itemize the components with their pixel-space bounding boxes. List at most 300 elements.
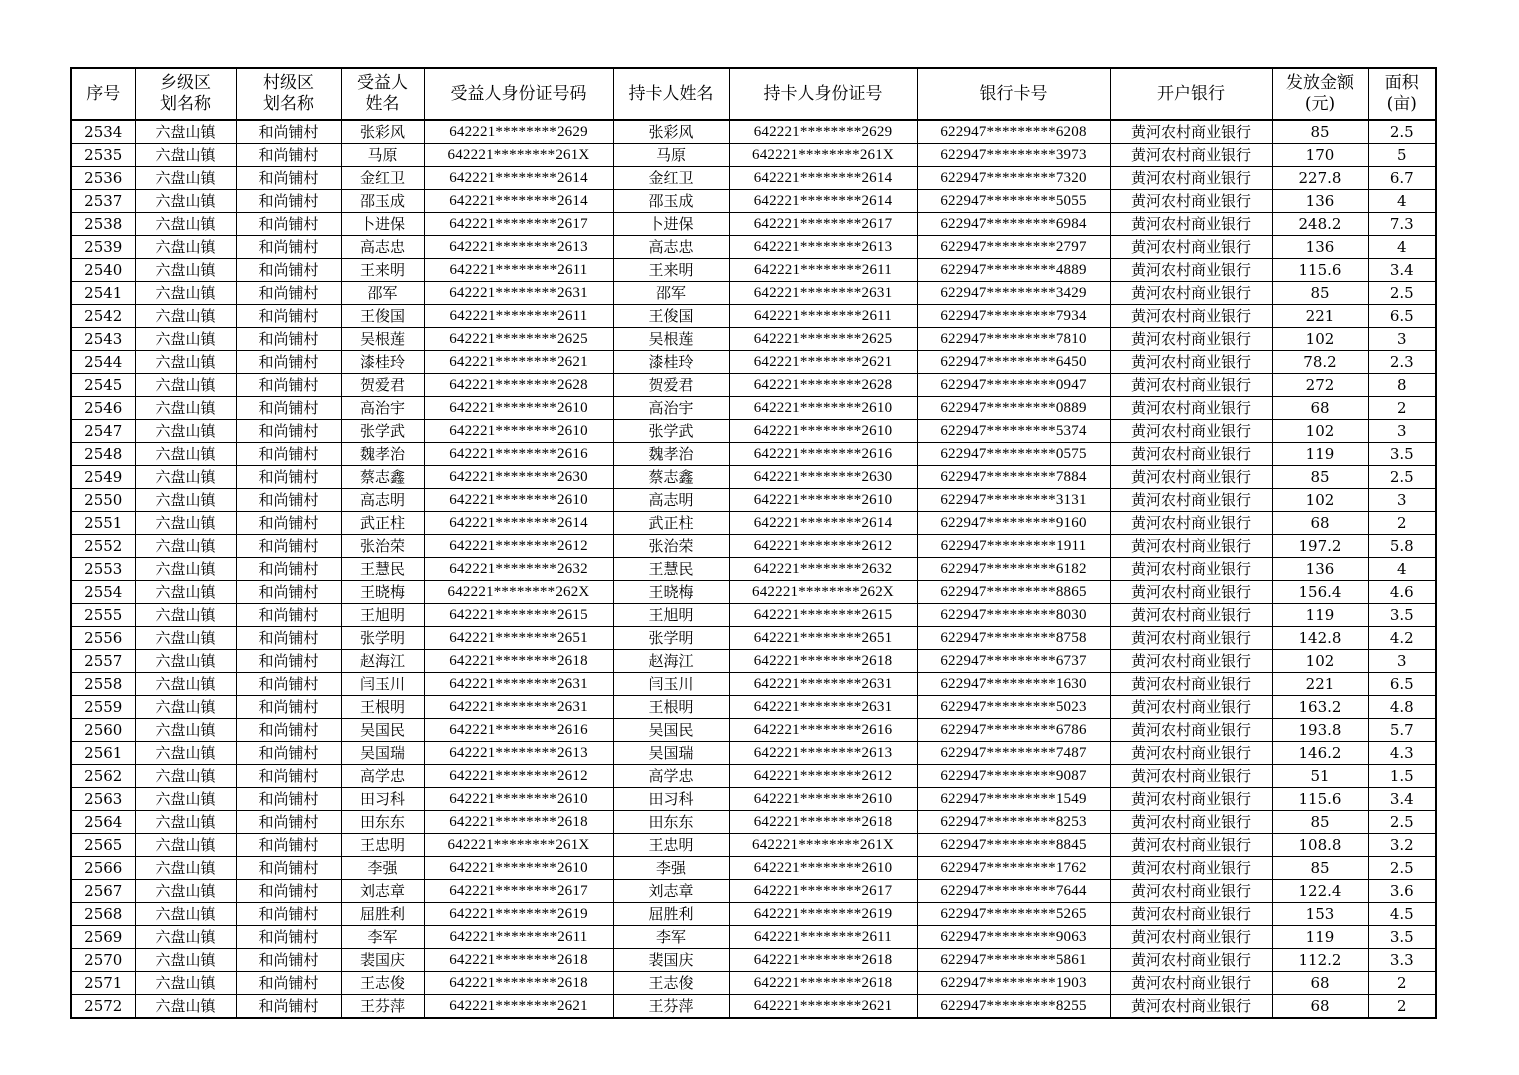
village-cell: 和尚铺村	[236, 880, 341, 903]
beneficiary-id-cell: 642221********2610	[424, 420, 613, 443]
serial-cell: 2561	[71, 742, 135, 765]
beneficiary-id-cell: 642221********2628	[424, 374, 613, 397]
table-row	[71, 926, 1436, 949]
beneficiary-id-cell: 642221********2631	[424, 282, 613, 305]
village-cell: 和尚铺村	[236, 144, 341, 167]
cardholder-name-cell: 吴国民	[613, 719, 729, 742]
amount-cell: 78.2	[1272, 351, 1368, 374]
bank-cell: 黄河农村商业银行	[1110, 949, 1272, 972]
township-cell: 六盘山镇	[135, 512, 236, 535]
village-cell: 和尚铺村	[236, 259, 341, 282]
bank-card-cell: 622947*********2797	[917, 236, 1110, 259]
village-cell: 和尚铺村	[236, 305, 341, 328]
serial-cell: 2555	[71, 604, 135, 627]
amount-cell: 227.8	[1272, 167, 1368, 190]
bank-cell: 黄河农村商业银行	[1110, 167, 1272, 190]
village-cell: 和尚铺村	[236, 512, 341, 535]
area-cell: 3.6	[1368, 880, 1436, 903]
serial-cell: 2543	[71, 328, 135, 351]
area-cell: 2.5	[1368, 282, 1436, 305]
bank-cell: 黄河农村商业银行	[1110, 190, 1272, 213]
header-label: (亩)	[1386, 94, 1417, 114]
beneficiary-name-cell: 吴根莲	[341, 328, 424, 351]
bank-card-cell: 622947*********8253	[917, 811, 1110, 834]
beneficiary-id-cell: 642221********2611	[424, 259, 613, 282]
cardholder-name-cell: 高志明	[613, 489, 729, 512]
header-col-serial	[71, 68, 135, 120]
beneficiary-name-cell: 李强	[341, 857, 424, 880]
table-row	[71, 443, 1436, 466]
header-label: 持卡人姓名	[628, 83, 714, 104]
cardholder-id-cell: 642221********2610	[729, 788, 917, 811]
beneficiary-name-cell: 邵玉成	[341, 190, 424, 213]
bank-cell: 黄河农村商业银行	[1110, 972, 1272, 995]
cardholder-id-cell: 642221********2621	[729, 995, 917, 1019]
amount-cell: 153	[1272, 903, 1368, 926]
header-col-amount	[1272, 68, 1368, 120]
header-col-bank	[1110, 68, 1272, 120]
bank-cell: 黄河农村商业银行	[1110, 443, 1272, 466]
area-cell: 5.8	[1368, 535, 1436, 558]
header-col-village	[236, 68, 341, 120]
header-label: 划名称	[263, 94, 314, 114]
bank-card-cell: 622947*********1630	[917, 673, 1110, 696]
serial-cell: 2556	[71, 627, 135, 650]
cardholder-name-cell: 田习科	[613, 788, 729, 811]
table-row	[71, 627, 1436, 650]
table-row	[71, 397, 1436, 420]
area-cell: 6.5	[1368, 673, 1436, 696]
village-cell: 和尚铺村	[236, 903, 341, 926]
table-row	[71, 351, 1436, 374]
village-cell: 和尚铺村	[236, 167, 341, 190]
cardholder-name-cell: 张治荣	[613, 535, 729, 558]
village-cell: 和尚铺村	[236, 788, 341, 811]
village-cell: 和尚铺村	[236, 397, 341, 420]
serial-cell: 2553	[71, 558, 135, 581]
beneficiary-id-cell: 642221********2617	[424, 880, 613, 903]
cardholder-name-cell: 武正柱	[613, 512, 729, 535]
township-cell: 六盘山镇	[135, 351, 236, 374]
village-cell: 和尚铺村	[236, 926, 341, 949]
serial-cell: 2538	[71, 213, 135, 236]
area-cell: 3.3	[1368, 949, 1436, 972]
table-row	[71, 673, 1436, 696]
amount-cell: 85	[1272, 466, 1368, 489]
beneficiary-name-cell: 王慧民	[341, 558, 424, 581]
township-cell: 六盘山镇	[135, 788, 236, 811]
cardholder-name-cell: 王忠明	[613, 834, 729, 857]
bank-cell: 黄河农村商业银行	[1110, 144, 1272, 167]
village-cell: 和尚铺村	[236, 236, 341, 259]
bank-cell: 黄河农村商业银行	[1110, 351, 1272, 374]
table-row	[71, 696, 1436, 719]
township-cell: 六盘山镇	[135, 811, 236, 834]
bank-cell: 黄河农村商业银行	[1110, 995, 1272, 1019]
serial-cell: 2558	[71, 673, 135, 696]
cardholder-name-cell: 魏孝治	[613, 443, 729, 466]
beneficiary-id-cell: 642221********2610	[424, 397, 613, 420]
serial-cell: 2569	[71, 926, 135, 949]
beneficiary-id-cell: 642221********261X	[424, 834, 613, 857]
cardholder-id-cell: 642221********2610	[729, 420, 917, 443]
area-cell: 4	[1368, 236, 1436, 259]
township-cell: 六盘山镇	[135, 328, 236, 351]
cardholder-name-cell: 王俊国	[613, 305, 729, 328]
beneficiary-id-cell: 642221********2632	[424, 558, 613, 581]
beneficiary-name-cell: 张学武	[341, 420, 424, 443]
table-body	[71, 120, 1436, 1018]
amount-cell: 119	[1272, 926, 1368, 949]
table-row	[71, 558, 1436, 581]
serial-cell: 2559	[71, 696, 135, 719]
amount-cell: 221	[1272, 305, 1368, 328]
serial-cell: 2567	[71, 880, 135, 903]
bank-card-cell: 622947*********3131	[917, 489, 1110, 512]
bank-card-cell: 622947*********7644	[917, 880, 1110, 903]
table-row	[71, 903, 1436, 926]
bank-cell: 黄河农村商业银行	[1110, 650, 1272, 673]
village-cell: 和尚铺村	[236, 696, 341, 719]
table-row	[71, 374, 1436, 397]
table-row	[71, 167, 1436, 190]
serial-cell: 2560	[71, 719, 135, 742]
beneficiary-id-cell: 642221********2618	[424, 811, 613, 834]
cardholder-name-cell: 王慧民	[613, 558, 729, 581]
beneficiary-name-cell: 裴国庆	[341, 949, 424, 972]
table-row	[71, 213, 1436, 236]
bank-cell: 黄河农村商业银行	[1110, 857, 1272, 880]
table-row	[71, 765, 1436, 788]
cardholder-id-cell: 642221********2616	[729, 719, 917, 742]
bank-cell: 黄河农村商业银行	[1110, 926, 1272, 949]
village-cell: 和尚铺村	[236, 949, 341, 972]
cardholder-id-cell: 642221********2612	[729, 535, 917, 558]
bank-card-cell: 622947*********6984	[917, 213, 1110, 236]
area-cell: 3	[1368, 420, 1436, 443]
bank-card-cell: 622947*********3429	[917, 282, 1110, 305]
bank-cell: 黄河农村商业银行	[1110, 742, 1272, 765]
township-cell: 六盘山镇	[135, 581, 236, 604]
beneficiary-name-cell: 卜进保	[341, 213, 424, 236]
beneficiary-name-cell: 王旭明	[341, 604, 424, 627]
cardholder-id-cell: 642221********261X	[729, 834, 917, 857]
village-cell: 和尚铺村	[236, 627, 341, 650]
beneficiary-name-cell: 王芬萍	[341, 995, 424, 1019]
cardholder-id-cell: 642221********2610	[729, 397, 917, 420]
beneficiary-name-cell: 屈胜利	[341, 903, 424, 926]
beneficiary-id-cell: 642221********2618	[424, 972, 613, 995]
beneficiary-name-cell: 张学明	[341, 627, 424, 650]
area-cell: 2	[1368, 972, 1436, 995]
cardholder-name-cell: 邵军	[613, 282, 729, 305]
village-cell: 和尚铺村	[236, 282, 341, 305]
village-cell: 和尚铺村	[236, 420, 341, 443]
table-row	[71, 466, 1436, 489]
cardholder-id-cell: 642221********2613	[729, 742, 917, 765]
village-cell: 和尚铺村	[236, 673, 341, 696]
beneficiary-name-cell: 王根明	[341, 696, 424, 719]
cardholder-name-cell: 王旭明	[613, 604, 729, 627]
header-label: 划名称	[160, 94, 211, 114]
beneficiary-name-cell: 闫玉川	[341, 673, 424, 696]
beneficiary-name-cell: 王志俊	[341, 972, 424, 995]
bank-card-cell: 622947*********5023	[917, 696, 1110, 719]
area-cell: 2	[1368, 995, 1436, 1019]
table-row	[71, 120, 1436, 144]
township-cell: 六盘山镇	[135, 719, 236, 742]
table-header	[71, 68, 1436, 120]
cardholder-name-cell: 王志俊	[613, 972, 729, 995]
header-label: 村级区	[263, 73, 314, 93]
amount-cell: 119	[1272, 443, 1368, 466]
header-col-beneficiary-id	[424, 68, 613, 120]
area-cell: 8	[1368, 374, 1436, 397]
cardholder-id-cell: 642221********2632	[729, 558, 917, 581]
village-cell: 和尚铺村	[236, 581, 341, 604]
township-cell: 六盘山镇	[135, 120, 236, 144]
header-label: 姓名	[365, 94, 400, 114]
bank-card-cell: 622947*********7884	[917, 466, 1110, 489]
area-cell: 5	[1368, 144, 1436, 167]
bank-card-cell: 622947*********7487	[917, 742, 1110, 765]
bank-card-cell: 622947*********5861	[917, 949, 1110, 972]
bank-card-cell: 622947*********0575	[917, 443, 1110, 466]
bank-cell: 黄河农村商业银行	[1110, 719, 1272, 742]
amount-cell: 193.8	[1272, 719, 1368, 742]
beneficiary-id-cell: 642221********2617	[424, 213, 613, 236]
cardholder-id-cell: 642221********2625	[729, 328, 917, 351]
beneficiary-id-cell: 642221********2613	[424, 742, 613, 765]
serial-cell: 2536	[71, 167, 135, 190]
beneficiary-name-cell: 田习科	[341, 788, 424, 811]
area-cell: 4	[1368, 190, 1436, 213]
village-cell: 和尚铺村	[236, 857, 341, 880]
cardholder-name-cell: 漆桂玲	[613, 351, 729, 374]
village-cell: 和尚铺村	[236, 604, 341, 627]
serial-cell: 2562	[71, 765, 135, 788]
cardholder-id-cell: 642221********262X	[729, 581, 917, 604]
cardholder-name-cell: 李军	[613, 926, 729, 949]
beneficiary-id-cell: 642221********2611	[424, 926, 613, 949]
area-cell: 7.3	[1368, 213, 1436, 236]
table-row	[71, 420, 1436, 443]
bank-cell: 黄河农村商业银行	[1110, 282, 1272, 305]
serial-cell: 2572	[71, 995, 135, 1019]
village-cell: 和尚铺村	[236, 995, 341, 1019]
area-cell: 3.5	[1368, 443, 1436, 466]
beneficiary-id-cell: 642221********2631	[424, 673, 613, 696]
serial-cell: 2557	[71, 650, 135, 673]
area-cell: 6.5	[1368, 305, 1436, 328]
bank-cell: 黄河农村商业银行	[1110, 673, 1272, 696]
bank-card-cell: 622947*********1911	[917, 535, 1110, 558]
beneficiary-name-cell: 魏孝治	[341, 443, 424, 466]
cardholder-id-cell: 642221********2631	[729, 282, 917, 305]
beneficiary-id-cell: 642221********2614	[424, 190, 613, 213]
beneficiary-name-cell: 蔡志鑫	[341, 466, 424, 489]
header-col-cardholder-id	[729, 68, 917, 120]
bank-card-cell: 622947*********8030	[917, 604, 1110, 627]
township-cell: 六盘山镇	[135, 650, 236, 673]
cardholder-name-cell: 裴国庆	[613, 949, 729, 972]
beneficiary-name-cell: 王俊国	[341, 305, 424, 328]
bank-cell: 黄河农村商业银行	[1110, 604, 1272, 627]
cardholder-id-cell: 642221********2611	[729, 926, 917, 949]
table-row	[71, 788, 1436, 811]
table-row	[71, 305, 1436, 328]
cardholder-id-cell: 642221********2614	[729, 167, 917, 190]
table-row	[71, 190, 1436, 213]
serial-cell: 2548	[71, 443, 135, 466]
beneficiary-id-cell: 642221********2618	[424, 949, 613, 972]
beneficiary-name-cell: 漆桂玲	[341, 351, 424, 374]
beneficiary-id-cell: 642221********2614	[424, 512, 613, 535]
township-cell: 六盘山镇	[135, 167, 236, 190]
amount-cell: 68	[1272, 397, 1368, 420]
bank-cell: 黄河农村商业银行	[1110, 489, 1272, 512]
area-cell: 4.2	[1368, 627, 1436, 650]
cardholder-id-cell: 642221********261X	[729, 144, 917, 167]
area-cell: 3.4	[1368, 259, 1436, 282]
cardholder-id-cell: 642221********2631	[729, 696, 917, 719]
amount-cell: 102	[1272, 328, 1368, 351]
village-cell: 和尚铺村	[236, 120, 341, 144]
cardholder-id-cell: 642221********2618	[729, 949, 917, 972]
cardholder-name-cell: 王来明	[613, 259, 729, 282]
serial-cell: 2568	[71, 903, 135, 926]
cardholder-name-cell: 赵海江	[613, 650, 729, 673]
header-col-cardholder-name	[613, 68, 729, 120]
serial-cell: 2564	[71, 811, 135, 834]
bank-card-cell: 622947*********5265	[917, 903, 1110, 926]
bank-card-cell: 622947*********7320	[917, 167, 1110, 190]
village-cell: 和尚铺村	[236, 328, 341, 351]
beneficiary-name-cell: 贺爱君	[341, 374, 424, 397]
table-row	[71, 650, 1436, 673]
area-cell: 3.5	[1368, 926, 1436, 949]
area-cell: 1.5	[1368, 765, 1436, 788]
bank-cell: 黄河农村商业银行	[1110, 328, 1272, 351]
cardholder-id-cell: 642221********2612	[729, 765, 917, 788]
amount-cell: 68	[1272, 995, 1368, 1019]
amount-cell: 197.2	[1272, 535, 1368, 558]
township-cell: 六盘山镇	[135, 834, 236, 857]
beneficiary-name-cell: 吴国瑞	[341, 742, 424, 765]
township-cell: 六盘山镇	[135, 443, 236, 466]
serial-cell: 2539	[71, 236, 135, 259]
header-label: 面积	[1384, 73, 1419, 93]
header-label: 银行卡号	[979, 83, 1048, 104]
table-row	[71, 328, 1436, 351]
cardholder-name-cell: 李强	[613, 857, 729, 880]
serial-cell: 2545	[71, 374, 135, 397]
cardholder-id-cell: 642221********2618	[729, 650, 917, 673]
beneficiary-id-cell: 642221********2619	[424, 903, 613, 926]
beneficiary-name-cell: 高学忠	[341, 765, 424, 788]
amount-cell: 108.8	[1272, 834, 1368, 857]
village-cell: 和尚铺村	[236, 558, 341, 581]
table-row	[71, 949, 1436, 972]
header-label: 受益人	[357, 73, 408, 93]
header-label: (元)	[1304, 94, 1336, 114]
cardholder-name-cell: 刘志章	[613, 880, 729, 903]
area-cell: 2.5	[1368, 811, 1436, 834]
village-cell: 和尚铺村	[236, 213, 341, 236]
beneficiary-id-cell: 642221********2611	[424, 305, 613, 328]
bank-card-cell: 622947*********7934	[917, 305, 1110, 328]
bank-cell: 黄河农村商业银行	[1110, 765, 1272, 788]
table-row	[71, 144, 1436, 167]
cardholder-id-cell: 642221********2617	[729, 880, 917, 903]
bank-card-cell: 622947*********6182	[917, 558, 1110, 581]
beneficiary-name-cell: 吴国民	[341, 719, 424, 742]
township-cell: 六盘山镇	[135, 305, 236, 328]
serial-cell: 2544	[71, 351, 135, 374]
beneficiary-id-cell: 642221********2612	[424, 765, 613, 788]
village-cell: 和尚铺村	[236, 190, 341, 213]
township-cell: 六盘山镇	[135, 880, 236, 903]
bank-card-cell: 622947*********9160	[917, 512, 1110, 535]
bank-cell: 黄河农村商业银行	[1110, 788, 1272, 811]
township-cell: 六盘山镇	[135, 742, 236, 765]
serial-cell: 2563	[71, 788, 135, 811]
township-cell: 六盘山镇	[135, 673, 236, 696]
village-cell: 和尚铺村	[236, 765, 341, 788]
amount-cell: 102	[1272, 489, 1368, 512]
bank-card-cell: 622947*********8255	[917, 995, 1110, 1019]
cardholder-id-cell: 642221********2618	[729, 972, 917, 995]
township-cell: 六盘山镇	[135, 857, 236, 880]
cardholder-id-cell: 642221********2614	[729, 190, 917, 213]
cardholder-name-cell: 闫玉川	[613, 673, 729, 696]
township-cell: 六盘山镇	[135, 236, 236, 259]
beneficiary-id-cell: 642221********2621	[424, 351, 613, 374]
header-label: 发放金额	[1286, 73, 1354, 93]
beneficiary-name-cell: 张治荣	[341, 535, 424, 558]
beneficiary-name-cell: 刘志章	[341, 880, 424, 903]
beneficiary-name-cell: 王来明	[341, 259, 424, 282]
beneficiary-id-cell: 642221********2613	[424, 236, 613, 259]
township-cell: 六盘山镇	[135, 627, 236, 650]
beneficiary-id-cell: 642221********2625	[424, 328, 613, 351]
table-row	[71, 282, 1436, 305]
serial-cell: 2565	[71, 834, 135, 857]
table-row	[71, 880, 1436, 903]
beneficiary-id-cell: 642221********2615	[424, 604, 613, 627]
amount-cell: 156.4	[1272, 581, 1368, 604]
cardholder-name-cell: 王芬萍	[613, 995, 729, 1019]
area-cell: 4	[1368, 558, 1436, 581]
beneficiary-id-cell: 642221********2610	[424, 857, 613, 880]
cardholder-name-cell: 贺爱君	[613, 374, 729, 397]
cardholder-name-cell: 高志忠	[613, 236, 729, 259]
amount-cell: 136	[1272, 190, 1368, 213]
village-cell: 和尚铺村	[236, 351, 341, 374]
beneficiary-id-cell: 642221********2631	[424, 696, 613, 719]
amount-cell: 85	[1272, 120, 1368, 144]
beneficiary-name-cell: 赵海江	[341, 650, 424, 673]
village-cell: 和尚铺村	[236, 834, 341, 857]
cardholder-id-cell: 642221********2631	[729, 673, 917, 696]
serial-cell: 2566	[71, 857, 135, 880]
table-row	[71, 995, 1436, 1019]
amount-cell: 102	[1272, 650, 1368, 673]
cardholder-id-cell: 642221********2619	[729, 903, 917, 926]
bank-card-cell: 622947*********8865	[917, 581, 1110, 604]
amount-cell: 142.8	[1272, 627, 1368, 650]
bank-card-cell: 622947*********4889	[917, 259, 1110, 282]
